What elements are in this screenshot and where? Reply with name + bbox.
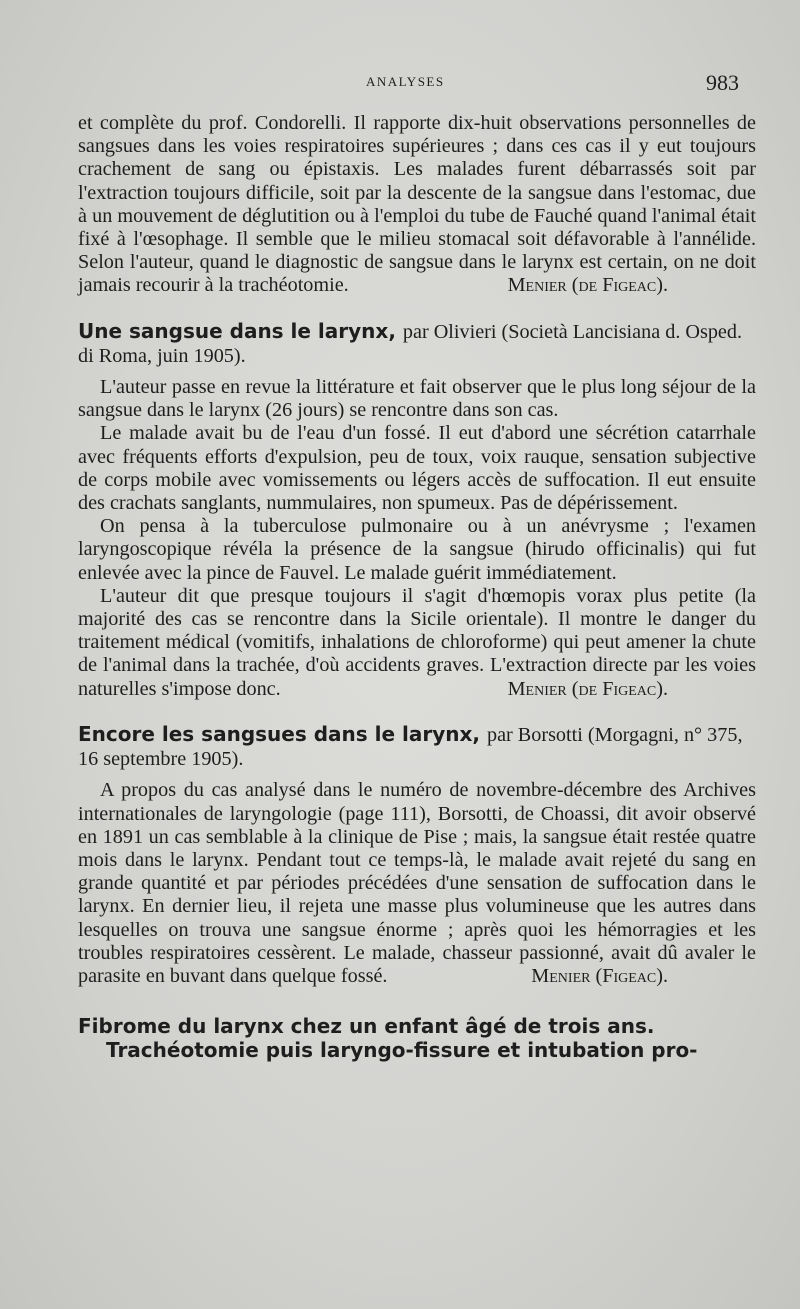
article-1-title: Une sangsue dans le larynx, — [78, 318, 396, 343]
article-1-signature: Menier (de Figeac). — [507, 677, 668, 700]
page-body — [78, 112, 756, 1062]
article-1-paragraph: On pensa à la tuberculose pulmonaire ou à un anévrysme ; l'examen laryngoscopique révéla la présence de la sangsue (hirudo officinalis) qui fut enlevée avec la pince de Fauvel. Le malade guérit immédiatement. — [78, 515, 756, 584]
article-2-byline: par Borsotti (Morgagni, n° 375, 16 septembre 1905). — [78, 723, 743, 771]
article-1-byline: par Olivieri (Società Lancisiana d. Osped. di Roma, juin 1905). — [78, 320, 743, 367]
article-2-title: Encore les sangsues dans le larynx, — [78, 721, 480, 746]
page-number: 983 — [706, 70, 739, 95]
article-3-title-line-1: Fibrome du larynx chez un enfant âgé de trois ans. — [78, 1014, 655, 1039]
running-head: ANALYSES — [366, 74, 445, 89]
article-2-signature: Menier (Figeac). — [531, 964, 668, 987]
article-3-title-line-2: Trachéotomie puis laryngo-fissure et intubation pro- — [106, 1038, 698, 1063]
article-1-paragraph: L'auteur dit que presque toujours il s'agit d'hœmopis vorax plus petite (la majorité des cas se rencontre dans la Sicile orientale). Il montre le danger du traitement médical (vomitifs, inhalations de chloroforme) qui peut amener la chute de l'animal dans la trachée, d'où accidents graves. L'extraction directe par les voies naturelles s'impose donc. — [78, 584, 756, 700]
article-3-heading — [78, 1014, 756, 1062]
article-1-paragraph: Le malade avait bu de l'eau d'un fossé. Il eut d'abord une sécrétion catarrhale avec fréquents efforts d'expulsion, peu de toux, voix rauque, sensation subjective de corps mobile avec vomissements ou légers accès de suffocation. Il eut ensuite des crachats sanglants, nummulaires, non spumeux. Pas de dépérissement. — [78, 422, 756, 515]
article-2-heading — [78, 723, 756, 771]
article-1-paragraph: L'auteur passe en revue la littérature et fait observer que le plus long séjour de la sangsue dans le larynx (26 jours) se rencontre dans son cas. — [78, 376, 756, 422]
continuation-signature: Menier (de Figeac). — [507, 274, 668, 297]
article-2-paragraph: A propos du cas analysé dans le numéro de novembre-décembre des Archives internationales de laryngologie (page 111), Borsotti, de Choassi, dit avoir observé en 1891 un cas semblable à la clinique de Pise ; mais, la sangsue était restée quatre mois dans le larynx. Pendant tout ce temps-là, le malade avait rejeté du sang en grande quantité et par périodes précédées d'une sensation de suffocation dans le larynx. En dernier lieu, il rejeta une masse plus volumineuse que les autres dans lesquelles on trouva une sangsue énorme ; après quoi les hémorragies et les troubles respiratoires cessèrent. Le malade, chasseur passionné, avait dû avaler le parasite en buvant dans quelque fossé. — [78, 779, 756, 987]
article-1-heading — [78, 320, 756, 368]
page-header — [0, 64, 800, 104]
continuation-paragraph: et complète du prof. Condorelli. Il rapporte dix-huit observations personnelles de sangsues dans les voies respiratoires supérieures ; dans ces cas il y eut toujours crachement de sang ou épistaxis. Les malades furent débarrassés soit par l'extraction toujours difficile, soit par la descente de la sangsue dans l'estomac, due à un mouvement de déglutition ou à l'emploi du tube de Fauché quand l'animal était fixé à l'œsophage. Il semble que le milieu stomacal soit défavorable à l'annélide. Selon l'auteur, quand le diagnostic de sangsue dans le larynx est certain, on ne doit jamais recourir à la trachéotomie. — [78, 112, 756, 297]
